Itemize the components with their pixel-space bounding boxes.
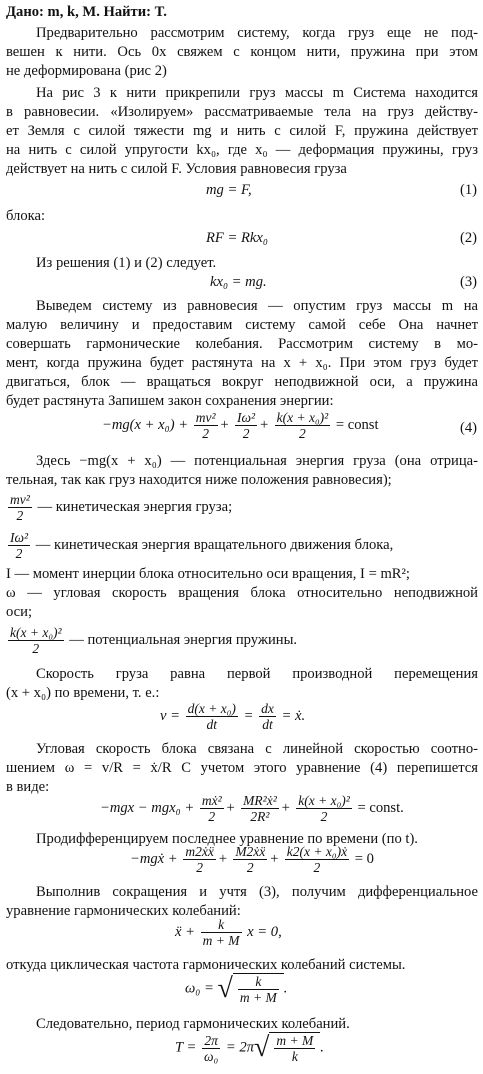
- paragraph-line: в виде:: [6, 779, 50, 795]
- denominator: dt: [206, 717, 218, 732]
- eq-term: = ẋ.: [281, 707, 306, 724]
- paragraph-line: Из решения (1) и (2) следует.: [36, 255, 217, 271]
- fraction: [186, 701, 238, 732]
- paragraph-line: ет Земля с силой тяжести mg и нить с силой F, пружина действует: [6, 123, 478, 139]
- definition-line: [6, 620, 478, 660]
- fraction: [183, 844, 215, 875]
- paragraph-line: блока:: [6, 208, 46, 224]
- definition-text: — потенциальная энергия пружины.: [69, 632, 298, 648]
- eq-term: T =: [175, 1039, 197, 1056]
- denominator: 2: [242, 426, 250, 441]
- numerator: d(x + x₀): [187, 701, 236, 716]
- paragraph-line: Угловая скорость блока связана с линейной скоростью соотно-: [36, 741, 478, 757]
- paragraph-line: уравнение гармонических колебаний:: [6, 903, 241, 919]
- numerator: k(x + x₀)²: [276, 410, 329, 425]
- paragraph-line: вешен к нити. Ось 0x свяжем с концом нити, пружина при этом: [6, 44, 478, 60]
- fraction: [8, 625, 64, 656]
- paragraph-line: Выполнив сокращения и учтя (3), получим дифференциальное: [36, 884, 478, 900]
- equation-2: RF = Rkx₀: [206, 230, 268, 246]
- numerator: mv²: [195, 410, 216, 425]
- equation-5: [160, 701, 305, 732]
- equation-number: (1): [459, 182, 477, 198]
- definition-line: [6, 526, 478, 564]
- paragraph-line: не деформирована (рис 2): [6, 63, 167, 79]
- eq-term: ω₀ =: [185, 980, 214, 997]
- equation-7: −mgẋ + $\frac{\text{m2ẋẍ}}{2}$ + $\frac{\text{M2ẋẍ}}{2}$ + $\frac{\text{k2(x + x₀)ẋ}}{2}$ = 0: [130, 844, 374, 875]
- fraction: [296, 793, 352, 824]
- eq-term: .: [283, 980, 288, 997]
- equation-4: −mg(x + x₀) + $\frac{\text{mv²}}{2}$ + $\frac{\text{Iω²}}{2}$ + $\frac{\text{k(x + x₀)²}}{2}$ = const: [102, 410, 379, 441]
- numerator: mẋ²: [201, 793, 222, 808]
- denominator: 2: [196, 860, 203, 875]
- paragraph-line: На рис 3 к нити прикрепили груз массы m Система находится: [36, 85, 478, 101]
- denominator: 2: [202, 426, 209, 441]
- fraction: [8, 492, 32, 523]
- equation-number: (4): [459, 420, 477, 436]
- paragraph-line: Здесь −mg(x + x₀) — потенциальная энергия груза (она отрица-: [36, 453, 478, 469]
- fraction: [202, 1033, 220, 1064]
- numerator: M2ẋẍ: [235, 844, 266, 859]
- eq-term: ẍ +: [175, 923, 195, 940]
- paragraph-line: двигаться, блок — вращаться вокруг неподвижной оси, а пружина: [6, 374, 478, 390]
- fraction: [233, 844, 267, 875]
- paragraph-line: I — момент инерции блока относительно оси вращения, I = mR²;: [6, 566, 410, 582]
- definition-line: [6, 488, 478, 526]
- fraction: [200, 793, 224, 824]
- fraction: [8, 530, 30, 561]
- denominator: 2: [15, 546, 23, 562]
- numerator: k(x + x₀)²: [298, 793, 350, 808]
- paragraph-line: совершать гармонические колебания. Рассмотрим систему в мо-: [6, 336, 478, 352]
- eq-term: −mg(x + x₀) +: [102, 416, 189, 433]
- fraction: [274, 1033, 315, 1064]
- numerator: m2ẋẍ: [185, 844, 214, 859]
- eq-term: v =: [160, 707, 180, 724]
- numerator: mv²: [10, 492, 30, 508]
- equation-1: mg = F,: [206, 182, 252, 198]
- paragraph-line: Предварительно рассмотрим систему, когда груз еще не под-: [36, 25, 478, 41]
- equation-8: [175, 917, 282, 948]
- fraction: [235, 410, 257, 441]
- paragraph-line: Следовательно, период гармонических колебаний.: [36, 1016, 350, 1032]
- equation-3: kx₀ = mg.: [210, 274, 267, 290]
- paragraph-line: Выведем систему из равновесия — опустим груз массы m на: [36, 298, 478, 314]
- denominator: 2: [32, 641, 40, 657]
- fraction: [285, 844, 349, 875]
- sqrt-icon: √: [217, 973, 233, 1004]
- paragraph-line: мент, когда пружина будет растянута на x + x₀. При этом груз будет: [6, 355, 478, 371]
- equation-6: −mgx − mgx₀ + $\frac{\text{mẋ²}}{2}$ + $\frac{\text{MR²ẋ²}}{\text{2R²}}$ + $\frac{\text{k(x + x₀)²}}{2}$ = const.: [100, 793, 404, 824]
- paragraph-line: будет растянута Запишем закон сохранения энергии:: [6, 393, 334, 409]
- eq-term: = 2π: [225, 1039, 255, 1056]
- denominator: 2: [16, 508, 24, 524]
- numerator: k: [238, 974, 279, 990]
- fraction: [275, 410, 331, 441]
- paragraph-line: тельная, так как груз находится ниже положения равновесия);: [6, 472, 392, 488]
- paragraph-line: ω — угловая скорость вращения блока относительно неподвижной: [6, 585, 478, 601]
- fraction: [259, 701, 276, 732]
- eq-term: = 0: [354, 850, 374, 867]
- fraction: [241, 793, 279, 824]
- paragraph-line: шением ω = v/R = ẋ/R С учетом этого уравнение (4) перепишется: [6, 760, 478, 776]
- eq-term: = const: [335, 416, 379, 433]
- sqrt-icon: √: [254, 1032, 270, 1063]
- paragraph-line: на нить с силой упругости kx₀, где x₀ — деформация пружины, груз: [6, 142, 478, 158]
- radicand: [233, 973, 284, 1005]
- numerator: MR²ẋ²: [243, 793, 277, 808]
- eq-term: x = 0,: [247, 923, 282, 940]
- fraction: [194, 410, 218, 441]
- denominator: 2: [313, 860, 321, 875]
- denominator: ω₀: [204, 1048, 219, 1064]
- paragraph-line: действует на нить с силой F. Условия равновесия груза: [6, 161, 347, 177]
- fraction: [238, 974, 279, 1005]
- numerator: k2(x + x₀)ẋ: [286, 844, 348, 859]
- numerator: m + M: [276, 1033, 314, 1048]
- equation-number: (2): [459, 230, 477, 246]
- numerator: k(x + x₀)²: [10, 625, 62, 641]
- paragraph-line: малую величину и предоставим систему самой себе Она начнет: [6, 317, 478, 333]
- denominator: 2: [208, 809, 216, 824]
- eq-term: =: [243, 707, 254, 724]
- paragraph-line: в равновесии. «Изолируем» рассматриваемые тела на груз действу-: [6, 104, 478, 120]
- eq-term: −mgx − mgx₀ +: [100, 799, 195, 816]
- denominator: m + M: [239, 990, 277, 1005]
- paragraph-line: оси;: [6, 604, 33, 620]
- denominator: m + M: [202, 933, 240, 948]
- given-line: Дано: m, k, M. Найти: T.: [6, 4, 167, 20]
- denominator: 2: [246, 860, 254, 875]
- denominator: k: [291, 1049, 298, 1064]
- equation-9: [185, 973, 287, 1005]
- definition-text: — кинетическая энергия груза;: [37, 499, 233, 515]
- denominator: 2: [320, 809, 328, 824]
- denominator: 2R²: [250, 809, 270, 824]
- radicand: [269, 1032, 320, 1064]
- numerator: k: [201, 917, 242, 933]
- denominator: dt: [262, 717, 273, 732]
- definition-text: — кинетическая энергия вращательного движения блока,: [35, 537, 394, 553]
- eq-term: = const.: [357, 799, 404, 816]
- numerator: 2π: [202, 1033, 220, 1049]
- numerator: dx: [261, 701, 274, 716]
- eq-term: .: [320, 1039, 324, 1056]
- fraction: [201, 917, 242, 948]
- denominator: 2: [299, 426, 306, 441]
- equation-number: (3): [459, 274, 477, 290]
- eq-term: −mgẋ +: [130, 850, 178, 867]
- equation-10: [175, 1032, 324, 1064]
- paragraph-line: Скорость груза равна первой производной перемещения: [36, 666, 478, 682]
- paragraph-line: откуда циклическая частота гармонических колебаний системы.: [6, 957, 406, 973]
- paragraph-line: Продифференцируем последнее уравнение по времени (по t).: [36, 831, 418, 847]
- numerator: Iω²: [237, 410, 256, 425]
- paragraph-line: (x + x₀) по времени, т. е.:: [6, 685, 160, 701]
- numerator: Iω²: [10, 530, 29, 546]
